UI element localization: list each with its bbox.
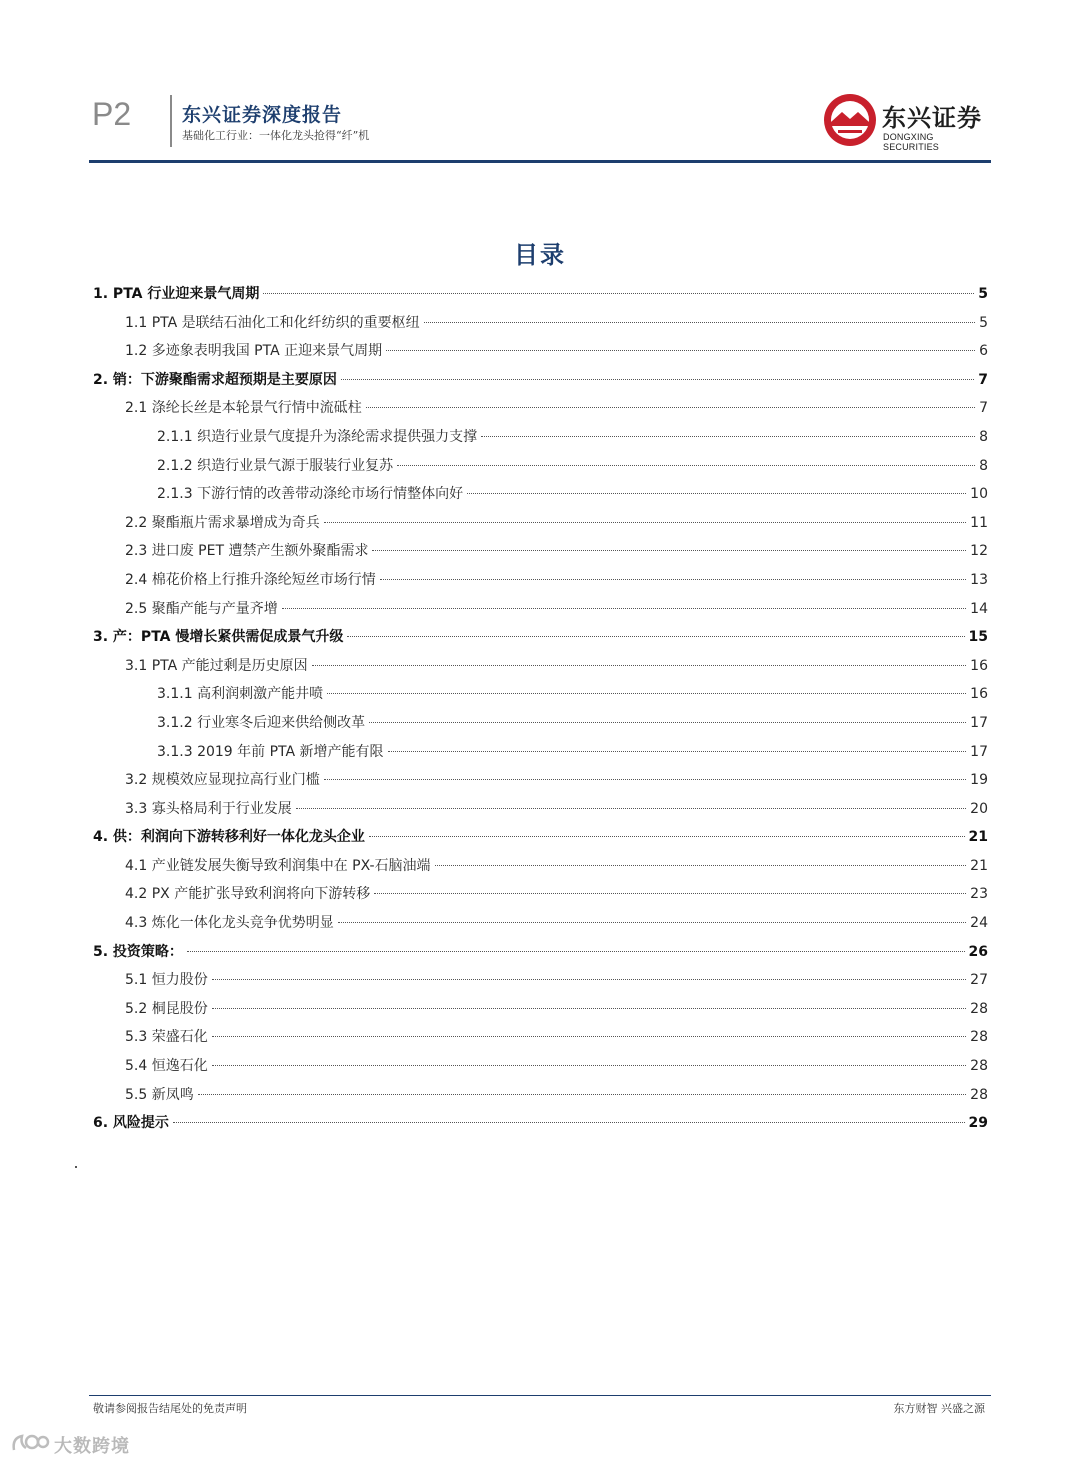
company-logo bbox=[822, 92, 992, 150]
toc-leader-dots bbox=[374, 893, 966, 894]
toc-entry[interactable] bbox=[93, 738, 988, 767]
toc-entry-page: 8 bbox=[979, 428, 988, 445]
toc-entry-label: 4. 供：利润向下游转移利好一体化龙头企业 bbox=[93, 829, 365, 846]
toc-entry-label: 5.4 恒逸石化 bbox=[125, 1058, 208, 1075]
toc-entry-page: 14 bbox=[970, 600, 988, 617]
toc-leader-dots bbox=[386, 350, 975, 351]
toc-entry-label: 3.3 寡头格局利于行业发展 bbox=[125, 800, 292, 817]
toc-leader-dots bbox=[481, 436, 975, 437]
toc-entry-label: 3.1 PTA 产能过剩是历史原因 bbox=[125, 657, 308, 674]
toc-entry-page: 13 bbox=[970, 571, 988, 588]
toc-entry[interactable] bbox=[93, 966, 988, 995]
toc-entry-label: 1. PTA 行业迎来景气周期 bbox=[93, 286, 260, 302]
toc-leader-dots bbox=[324, 779, 966, 780]
toc-leader-dots bbox=[372, 550, 966, 551]
stray-mark bbox=[75, 1166, 77, 1168]
toc-entry-label: 2. 销：下游聚酯需求超预期是主要原因 bbox=[93, 371, 337, 388]
toc-title: 目录 bbox=[514, 241, 566, 269]
toc-entry[interactable] bbox=[93, 1081, 988, 1110]
toc-entry-label: 3.1.3 2019 年前 PTA 新增产能有限 bbox=[157, 743, 384, 760]
toc-leader-dots bbox=[312, 665, 967, 666]
watermark bbox=[10, 1430, 150, 1460]
footer-slogan: 东方财智 兴盛之源 bbox=[893, 1402, 985, 1415]
toc-leader-dots bbox=[424, 322, 975, 323]
toc-entry-page: 24 bbox=[970, 915, 988, 932]
toc-leader-dots bbox=[187, 951, 965, 952]
toc-entry[interactable] bbox=[93, 280, 988, 309]
toc-leader-dots bbox=[369, 836, 965, 837]
toc-entry-label: 2.3 进口废 PET 遭禁产生额外聚酯需求 bbox=[125, 543, 369, 560]
toc-entry-label: 2.4 棉花价格上行推升涤纶短丝市场行情 bbox=[125, 571, 376, 588]
toc-entry-label: 2.5 聚酯产能与产量齐增 bbox=[125, 600, 278, 617]
toc-leader-dots bbox=[341, 379, 974, 380]
toc-entry-page: 17 bbox=[970, 743, 988, 760]
toc-leader-dots bbox=[338, 922, 966, 923]
report-title: 东兴证券深度报告 bbox=[182, 104, 343, 126]
toc-entry-page: 19 bbox=[970, 772, 988, 789]
toc-entry[interactable] bbox=[93, 566, 988, 595]
toc-entry-label: 2.2 聚酯瓶片需求暴增成为奇兵 bbox=[125, 514, 320, 531]
toc-entry-page: 5 bbox=[978, 286, 988, 302]
toc-entry-page: 12 bbox=[970, 543, 988, 560]
toc-entry[interactable] bbox=[93, 1109, 988, 1138]
header-rule bbox=[89, 160, 991, 163]
toc-entry-page: 8 bbox=[979, 457, 988, 474]
toc-leader-dots bbox=[212, 979, 966, 980]
toc-entry-label: 4.2 PX 产能扩张导致利润将向下游转移 bbox=[125, 886, 371, 903]
toc-entry-page: 15 bbox=[968, 629, 988, 646]
toc-leader-dots bbox=[263, 293, 974, 294]
table-of-contents bbox=[93, 280, 988, 1138]
toc-leader-dots bbox=[212, 1036, 966, 1037]
toc-entry[interactable] bbox=[93, 795, 988, 824]
toc-entry[interactable] bbox=[93, 766, 988, 795]
toc-entry-label: 3.2 规模效应显现拉高行业门槛 bbox=[125, 772, 320, 789]
toc-entry-label: 4.3 炼化一体化龙头竞争优势明显 bbox=[125, 915, 334, 932]
toc-entry-page: 20 bbox=[970, 800, 988, 817]
toc-leader-dots bbox=[369, 722, 966, 723]
toc-entry-label: 2.1.1 织造行业景气度提升为涤纶需求提供强力支撑 bbox=[157, 428, 478, 445]
footer-rule bbox=[89, 1395, 991, 1396]
toc-entry-page: 28 bbox=[970, 1000, 988, 1017]
toc-entry[interactable] bbox=[93, 423, 988, 452]
toc-entry-page: 16 bbox=[970, 657, 988, 674]
toc-entry-page: 7 bbox=[978, 371, 988, 388]
toc-entry[interactable] bbox=[93, 537, 988, 566]
toc-entry-page: 21 bbox=[968, 829, 988, 846]
toc-entry[interactable] bbox=[93, 823, 988, 852]
toc-entry-label: 5.2 桐昆股份 bbox=[125, 1000, 208, 1017]
toc-entry[interactable] bbox=[93, 309, 988, 338]
toc-entry-label: 5.5 新凤鸣 bbox=[125, 1086, 194, 1103]
toc-entry-page: 28 bbox=[970, 1086, 988, 1103]
toc-entry[interactable] bbox=[93, 480, 988, 509]
toc-leader-dots bbox=[296, 808, 966, 809]
toc-leader-dots bbox=[282, 608, 966, 609]
toc-leader-dots bbox=[198, 1094, 966, 1095]
toc-entry[interactable] bbox=[93, 680, 988, 709]
report-subtitle: 基础化工行业：一体化龙头抢得“纤”机 bbox=[182, 129, 370, 142]
toc-entry[interactable] bbox=[93, 909, 988, 938]
toc-entry-page: 7 bbox=[979, 400, 988, 417]
dongxing-emblem-icon bbox=[822, 92, 878, 148]
toc-leader-dots bbox=[397, 465, 975, 466]
toc-entry-page: 11 bbox=[970, 514, 988, 531]
logo-name-cn: 东兴证券 bbox=[882, 104, 982, 132]
toc-entry-label: 5.3 荣盛石化 bbox=[125, 1029, 208, 1046]
toc-entry[interactable] bbox=[93, 366, 988, 395]
logo-name-en: DONGXING SECURITIES bbox=[883, 132, 940, 152]
toc-entry-page: 6 bbox=[979, 343, 988, 360]
toc-entry-page: 26 bbox=[968, 943, 988, 960]
toc-leader-dots bbox=[388, 751, 967, 752]
toc-entry-label: 2.1.2 织造行业景气源于服装行业复苏 bbox=[157, 457, 394, 474]
toc-leader-dots bbox=[380, 579, 966, 580]
toc-leader-dots bbox=[173, 1122, 965, 1123]
toc-entry-page: 17 bbox=[970, 714, 988, 731]
toc-entry-label: 3.1.1 高利润刺激产能井喷 bbox=[157, 686, 324, 703]
toc-entry-label: 3.1.2 行业寒冬后迎来供给侧改革 bbox=[157, 714, 366, 731]
toc-entry-page: 23 bbox=[970, 886, 988, 903]
toc-entry[interactable] bbox=[93, 337, 988, 366]
toc-entry-page: 10 bbox=[970, 486, 988, 503]
toc-leader-dots bbox=[327, 693, 966, 694]
toc-entry[interactable] bbox=[93, 1052, 988, 1081]
toc-entry[interactable] bbox=[93, 709, 988, 738]
toc-entry[interactable] bbox=[93, 623, 988, 652]
toc-entry-page: 28 bbox=[970, 1029, 988, 1046]
toc-leader-dots bbox=[324, 522, 966, 523]
toc-entry-label: 1.1 PTA 是联结石油化工和化纤纺织的重要枢纽 bbox=[125, 314, 420, 331]
page-header bbox=[0, 0, 1080, 170]
toc-leader-dots bbox=[366, 407, 975, 408]
toc-entry-page: 27 bbox=[970, 972, 988, 989]
toc-entry[interactable] bbox=[93, 995, 988, 1024]
toc-entry-page: 21 bbox=[970, 857, 988, 874]
watermark-text: 大数跨境 bbox=[54, 1436, 130, 1457]
toc-entry[interactable] bbox=[93, 880, 988, 909]
toc-leader-dots bbox=[347, 636, 964, 637]
toc-entry[interactable] bbox=[93, 1023, 988, 1052]
toc-entry[interactable] bbox=[93, 452, 988, 481]
toc-entry-page: 29 bbox=[968, 1115, 988, 1132]
toc-entry[interactable] bbox=[93, 394, 988, 423]
header-divider bbox=[170, 95, 172, 147]
toc-entry-label: 2.1 涤纶长丝是本轮景气行情中流砥柱 bbox=[125, 400, 362, 417]
toc-entry-label: 2.1.3 下游行情的改善带动涤纶市场行情整体向好 bbox=[157, 486, 464, 503]
toc-leader-dots bbox=[435, 865, 967, 866]
page-number: P2 bbox=[92, 96, 132, 132]
toc-entry-label: 5. 投资策略： bbox=[93, 943, 183, 960]
toc-entry-page: 28 bbox=[970, 1058, 988, 1075]
watermark-logo-icon bbox=[10, 1430, 50, 1458]
toc-entry-label: 3. 产：PTA 慢增长紧供需促成景气升级 bbox=[93, 629, 344, 646]
toc-entry[interactable] bbox=[93, 938, 988, 967]
toc-entry-label: 1.2 多迹象表明我国 PTA 正迎来景气周期 bbox=[125, 343, 383, 360]
toc-leader-dots bbox=[467, 493, 966, 494]
toc-entry-label: 4.1 产业链发展失衡导致利润集中在 PX-石脑油端 bbox=[125, 857, 431, 874]
toc-entry-label: 5.1 恒力股份 bbox=[125, 972, 208, 989]
toc-entry-page: 5 bbox=[979, 314, 988, 331]
toc-entry-page: 16 bbox=[970, 686, 988, 703]
toc-leader-dots bbox=[212, 1008, 966, 1009]
toc-entry[interactable] bbox=[93, 652, 988, 681]
toc-leader-dots bbox=[212, 1065, 966, 1066]
footer-disclaimer: 敬请参阅报告结尾处的免责声明 bbox=[93, 1402, 247, 1415]
toc-entry[interactable] bbox=[93, 595, 988, 624]
toc-entry[interactable] bbox=[93, 509, 988, 538]
toc-entry-label: 6. 风险提示 bbox=[93, 1115, 169, 1132]
toc-entry[interactable] bbox=[93, 852, 988, 881]
